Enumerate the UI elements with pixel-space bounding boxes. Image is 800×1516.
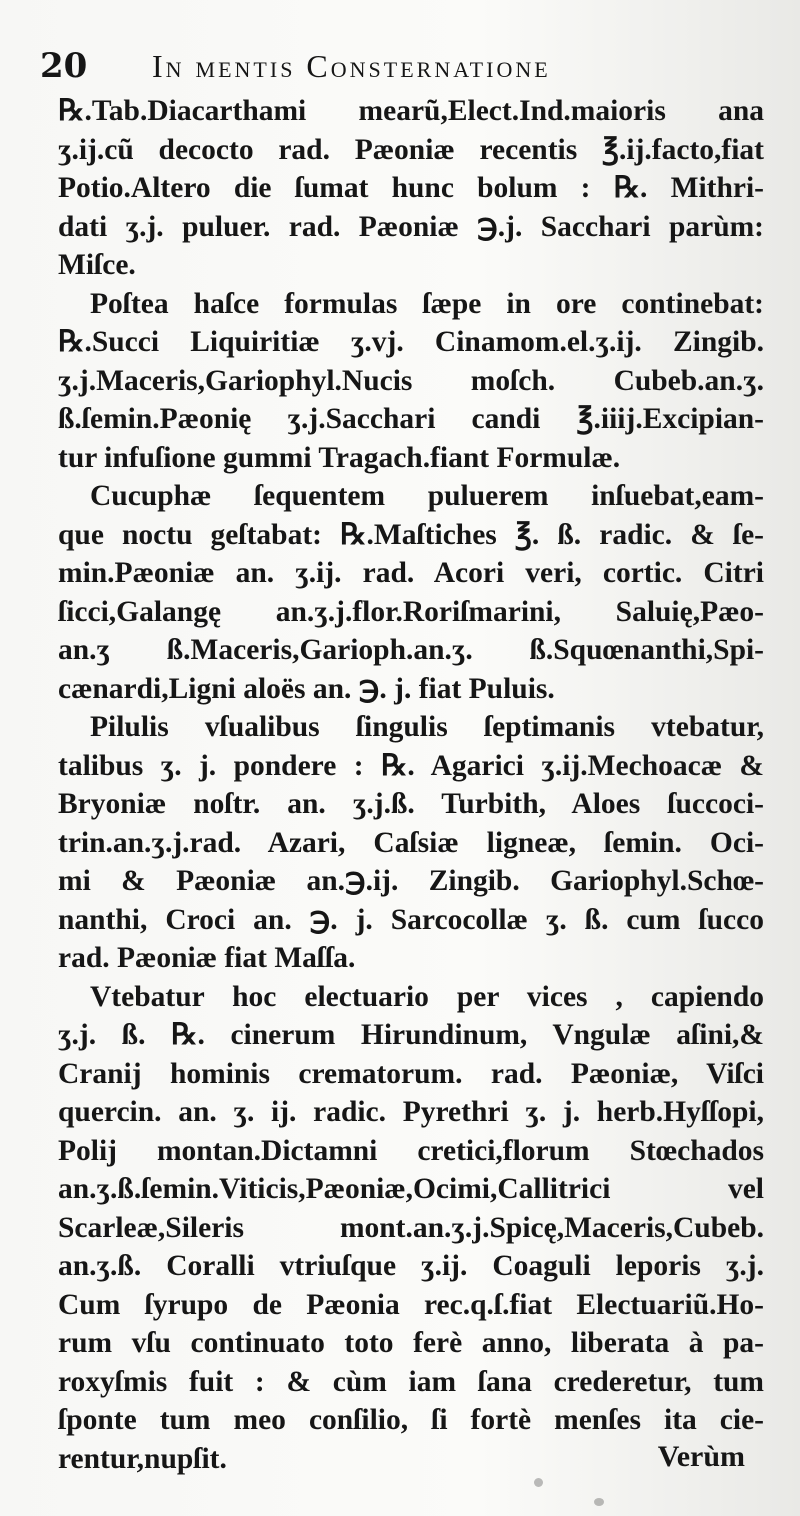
text-line: Scarleæ,Sileris mont.an.ʒ.j.Spicę,Maceris,Cubeb. xyxy=(58,1211,764,1244)
page-header xyxy=(40,46,760,86)
text-line: Polij montan.Dictamni cretici,florum Stœchados xyxy=(58,1134,764,1167)
text-line: cænardi,Ligni aloës an. ℈. j. fiat Puluis. xyxy=(58,672,555,705)
text-line: Miſce. xyxy=(58,249,136,281)
running-head: In mentis Consternatione xyxy=(152,48,551,84)
text-line: ß.ſemin.Pæonię ʒ.j.Sacchari candi ℥.iiij.Excipian- xyxy=(58,403,764,435)
text-line: que noctu geſtabat: ℞.Maſtiches ℥. ß. radic. & ſe- xyxy=(58,518,764,551)
text-line: tur infuſione gummi Tragach.fiant Formulæ. xyxy=(58,441,621,474)
text-line: Vtebatur hoc electuario per vices , capiendo xyxy=(90,980,764,1013)
body-text xyxy=(58,92,764,1478)
text-line: Cranij hominis crematorum. rad. Pæoniæ, Viſci xyxy=(58,1057,764,1090)
text-line: Pilulis vſualibus ſingulis ſeptimanis vtebatur, xyxy=(90,711,764,743)
text-line: Cucuphæ ſequentem puluerem inſuebat,eam- xyxy=(90,480,764,512)
text-line: rum vſu continuato toto ferè anno, liberata à pa- xyxy=(58,1327,764,1359)
text-line: ʒ.j.Maceris,Gariophyl.Nucis moſch. Cubeb.an.ʒ. xyxy=(58,364,764,397)
text-line: ℞.Tab.Diacarthami mearũ,Elect.Ind.maioris ana xyxy=(58,95,764,127)
text-line: nanthi, Croci an. ℈. j. Sarcocollæ ʒ. ß. cum ſucco xyxy=(58,903,764,936)
text-line: Potio.Altero die ſumat hunc bolum : ℞. Mithri- xyxy=(58,172,764,204)
text-line: ʒ.j. ß. ℞. cinerum Hirundinum, Vngulæ aſini,& xyxy=(58,1019,764,1051)
catchword: Verùm xyxy=(657,1440,745,1473)
text-line: ℞.Succi Liquiritiæ ʒ.vj. Cinamom.el.ʒ.ij. Zingib. xyxy=(58,326,764,358)
text-line: Bryoniæ noſtr. an. ʒ.j.ß. Turbith, Aloes ſuccoci- xyxy=(58,788,764,820)
text-line: rad. Pæoniæ fiat Maſſa. xyxy=(58,942,356,974)
text-line: dati ʒ.j. puluer. rad. Pæoniæ ℈.j. Sacchari parùm: xyxy=(58,210,764,243)
page-number: 20 xyxy=(40,46,88,86)
text-line: mi & Pæoniæ an.℈.ij. Zingib. Gariophyl.Schœ- xyxy=(58,865,764,897)
text-line: an.ʒ ß.Maceris,Garioph.an.ʒ. ß.Squœnanthi,Spi- xyxy=(58,634,764,666)
ink-speck xyxy=(534,1478,543,1487)
text-line: roxyſmis fuit : & cùm iam ſana crederetur, tum xyxy=(58,1365,764,1398)
text-line: rentur,nupſit. xyxy=(58,1442,227,1475)
text-line: Poſtea haſce formulas ſæpe in ore continebat: xyxy=(90,287,764,320)
text-line: ſponte tum meo conſilio, ſi fortè menſes ita cie- xyxy=(58,1404,764,1436)
text-line: ſicci,Galangę an.ʒ.j.flor.Roriſmarini, Saluię,Pæo- xyxy=(58,595,764,628)
text-line: quercin. an. ʒ. ij. radic. Pyrethri ʒ. j. herb.Hyſſopi, xyxy=(58,1096,764,1128)
text-line: trin.an.ʒ.j.rad. Azari, Caſsiæ ligneæ, ſemin. Oci- xyxy=(58,826,764,859)
text-line: talibus ʒ. j. pondere : ℞. Agarici ʒ.ij.Mechoacæ & xyxy=(58,749,764,782)
text-line: min.Pæoniæ an. ʒ.ij. rad. Acori veri, cortic. Citri xyxy=(58,557,764,589)
text-line: an.ʒ.ß.ſemin.Viticis,Pæoniæ,Ocimi,Callitrici vel xyxy=(58,1173,764,1205)
ink-speck xyxy=(594,1498,604,1506)
text-line: an.ʒ.ß. Coralli vtriuſque ʒ.ij. Coaguli leporis ʒ.j. xyxy=(58,1250,764,1282)
text-line: Cum ſyrupo de Pæonia rec.q.ſ.fiat Electuariũ.Ho- xyxy=(58,1288,764,1321)
text-line: ʒ.ij.cũ decocto rad. Pæoniæ recentis ℥.ij.facto,fiat xyxy=(58,133,764,166)
